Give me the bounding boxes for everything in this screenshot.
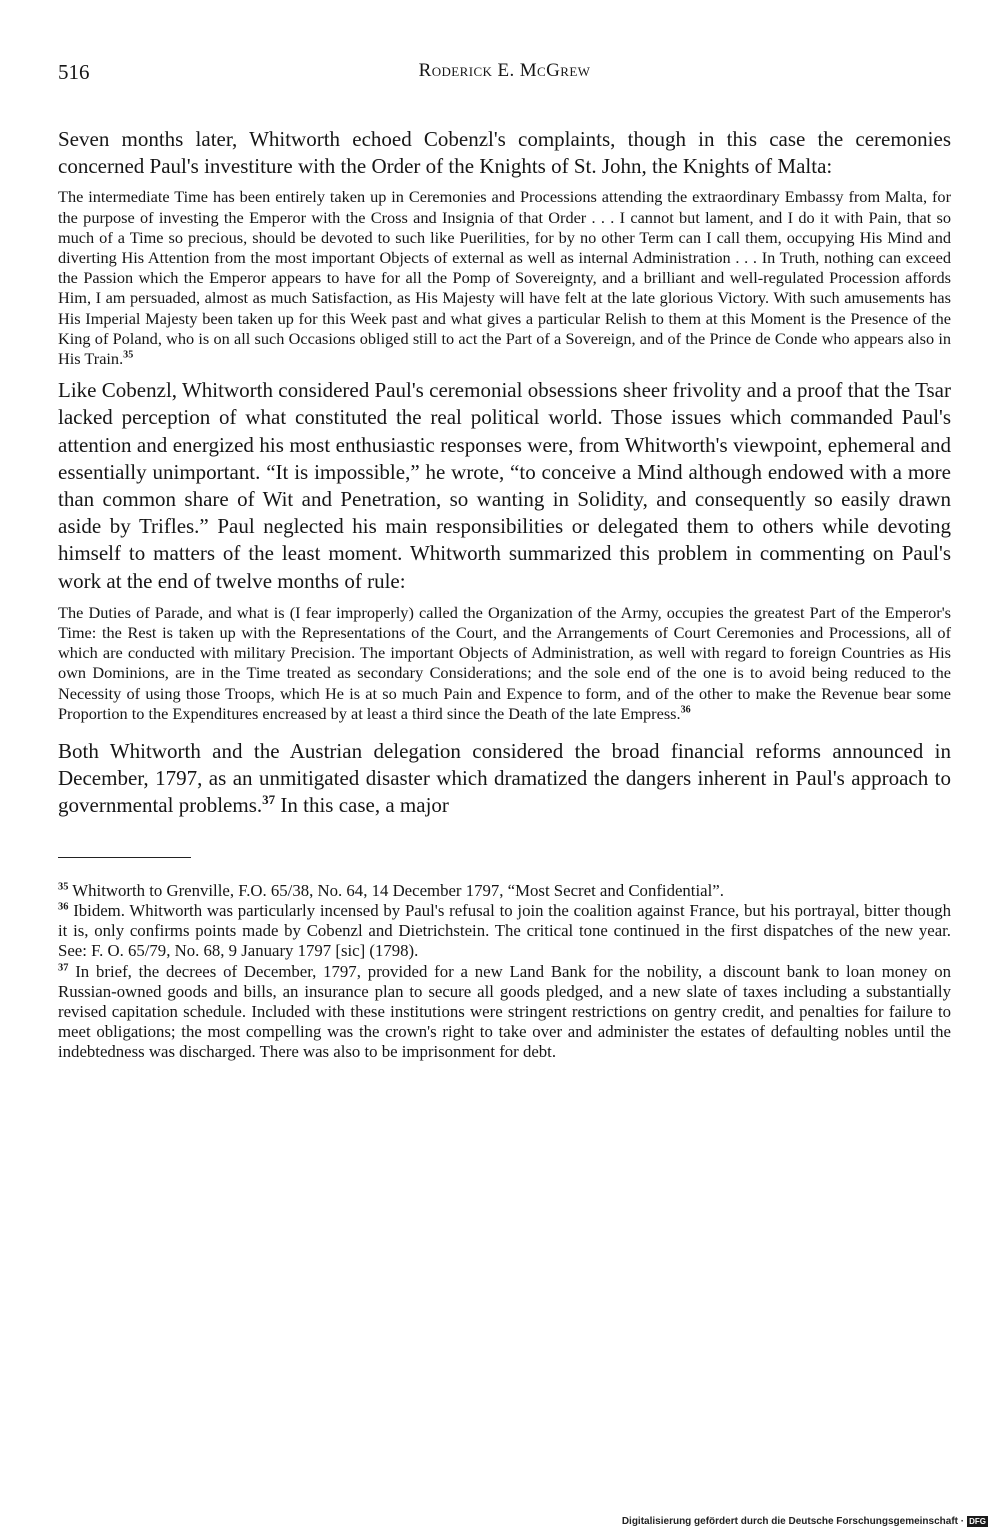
page-header (58, 60, 951, 90)
footnote-number: 35 (58, 881, 69, 893)
digitization-credit (622, 1516, 988, 1527)
block-quote-2 (58, 603, 951, 724)
paragraph-2: Like Cobenzl, Whitworth considered Paul's ceremonial obsessions sheer frivolity and a proof that the Tsar lacked perception of what constituted the real political world. Those issues which commanded Paul's attention and energized his most enthusiastic responses were, from Whitworth's viewpoint, ephemeral and essentially unimportant. “It is impossible,” he wrote, “to conceive a Mind although endowed with a more than common share of Wit and Penetration, so wanting in Solidity, and consequently so easily drawn aside by Trifles.” Paul neglected his main responsibilities or delegated them to others while devoting himself to matters of the least moment. Whitworth summarized this problem in commenting on Paul's work at the end of twelve months of rule: (58, 378, 951, 593)
footnote-divider (58, 857, 191, 858)
footnote-36 (58, 901, 951, 962)
footnote-ref-36: 36 (680, 704, 691, 716)
article-body (58, 126, 951, 820)
block-quote-2-text: The Duties of Parade, and what is (I fear improperly) called the Organization of the Army, occupies the greatest Part of the Emperor's Time: the Rest is taken up with the Representations of the Court, and the Arrangements of Court Ceremonies and Processions, all of which are conducted with military Precision. The important Objects of Administration, as well with regard to foreign Countries as His own Dominions, are in the Time treated as secondary Considerations; and the sole end of the one is to avoid being reduced to the Necessity of using those Troops, which He is at so much Pain and Expence to form, and of the other to make the Revenue bear some Proportion to the Expenditures encreased by at least a third since the Death of the late Empress. (58, 602, 951, 723)
dfg-logo: DFG (969, 1517, 986, 1526)
footnote-37 (58, 962, 951, 1063)
paragraph-1: Seven months later, Whitworth echoed Cobenzl's complaints, though in this case the ceremonies concerned Paul's investiture with the Order of the Knights of St. John, the Knights of Malta: (58, 127, 951, 179)
paragraph-3-text-a: Both Whitworth and the Austrian delegation considered the broad financial reforms announced in December, 1797, as an unmitigated disaster which dramatized the dangers inherent in Paul's approach to governmental problems. (58, 739, 951, 818)
block-quote-1-text: The intermediate Time has been entirely taken up in Ceremonies and Processions attending the extraordinary Embassy from Malta, for the purpose of investing the Emperor with the Cross and Insignia of that Order . . . I cannot but lament, and I do it with Pain, that so much of a Time so precious, should be devoted to such like Puerilities, for by no other Term can I call them, occupying His Mind and diverting His Attention from the most important Objects of external as well as internal Administration . . . In Truth, nothing can exceed the Passion which the Emperor appears to have for all the Pomp of Sovereignty, and a brilliant and well-regulated Procession affords Him, I am persuaded, almost as much Satisfaction, as His Majesty will have felt at the late glorious Victory. With such amusements has His Imperial Majesty been taken up for this Week past and what gives a particular Relish to them at this Moment is the Presence of the King of Poland, who is on all such Occasions obliged still to act the Part of a Sovereign, and of the Prince de Conde who appears also in His Train. (58, 187, 951, 369)
block-quote-1 (58, 187, 951, 369)
paragraph-3 (58, 738, 951, 820)
paragraph-3-text-b: In this case, a major (275, 793, 449, 818)
footnotes (58, 881, 951, 1063)
running-head: Roderick E. McGrew (418, 60, 591, 81)
footnote-35 (58, 881, 951, 901)
footnote-ref-37: 37 (262, 792, 276, 808)
footnote-ref-35: 35 (123, 349, 134, 361)
footnote-number: 36 (58, 901, 69, 913)
page-number: 516 (58, 60, 90, 84)
footnote-text: In brief, the decrees of December, 1797, provided for a new Land Bank for the nobility, a discount bank to loan money on Russian-owned goods and bills, an insurance plan to secure all goods pledged, and a new slate of taxes including a substantially revised capitation schedule. Included with these institutions were stringent restrictions on gentry credit, and penalties for failure to meet obligations; the most compelling was the crown's right to take over and administer the estates of defaulting nobles until the indebtedness was discharged. There was also to be imprisonment for debt. (58, 961, 951, 1062)
credit-text: Digitalisierung gefördert durch die Deutsche Forschungsgemeinschaft · (621, 1516, 965, 1527)
journal-page (58, 60, 951, 1063)
footnote-text: Ibidem. Whitworth was particularly incensed by Paul's refusal to join the coalition against France, but his portrayal, bitter though it is, only confirms points made by Cobenzl and Dietrichstein. The critical tone continued in the first dispatches of the new year. See: F. O. 65/79, No. 68, 9 January 1797 [sic] (1798). (58, 900, 951, 961)
footnote-text: Whitworth to Grenville, F.O. 65/38, No. 64, 14 December 1797, “Most Secret and Confidential”. (68, 880, 724, 900)
footnote-number: 37 (58, 961, 69, 973)
